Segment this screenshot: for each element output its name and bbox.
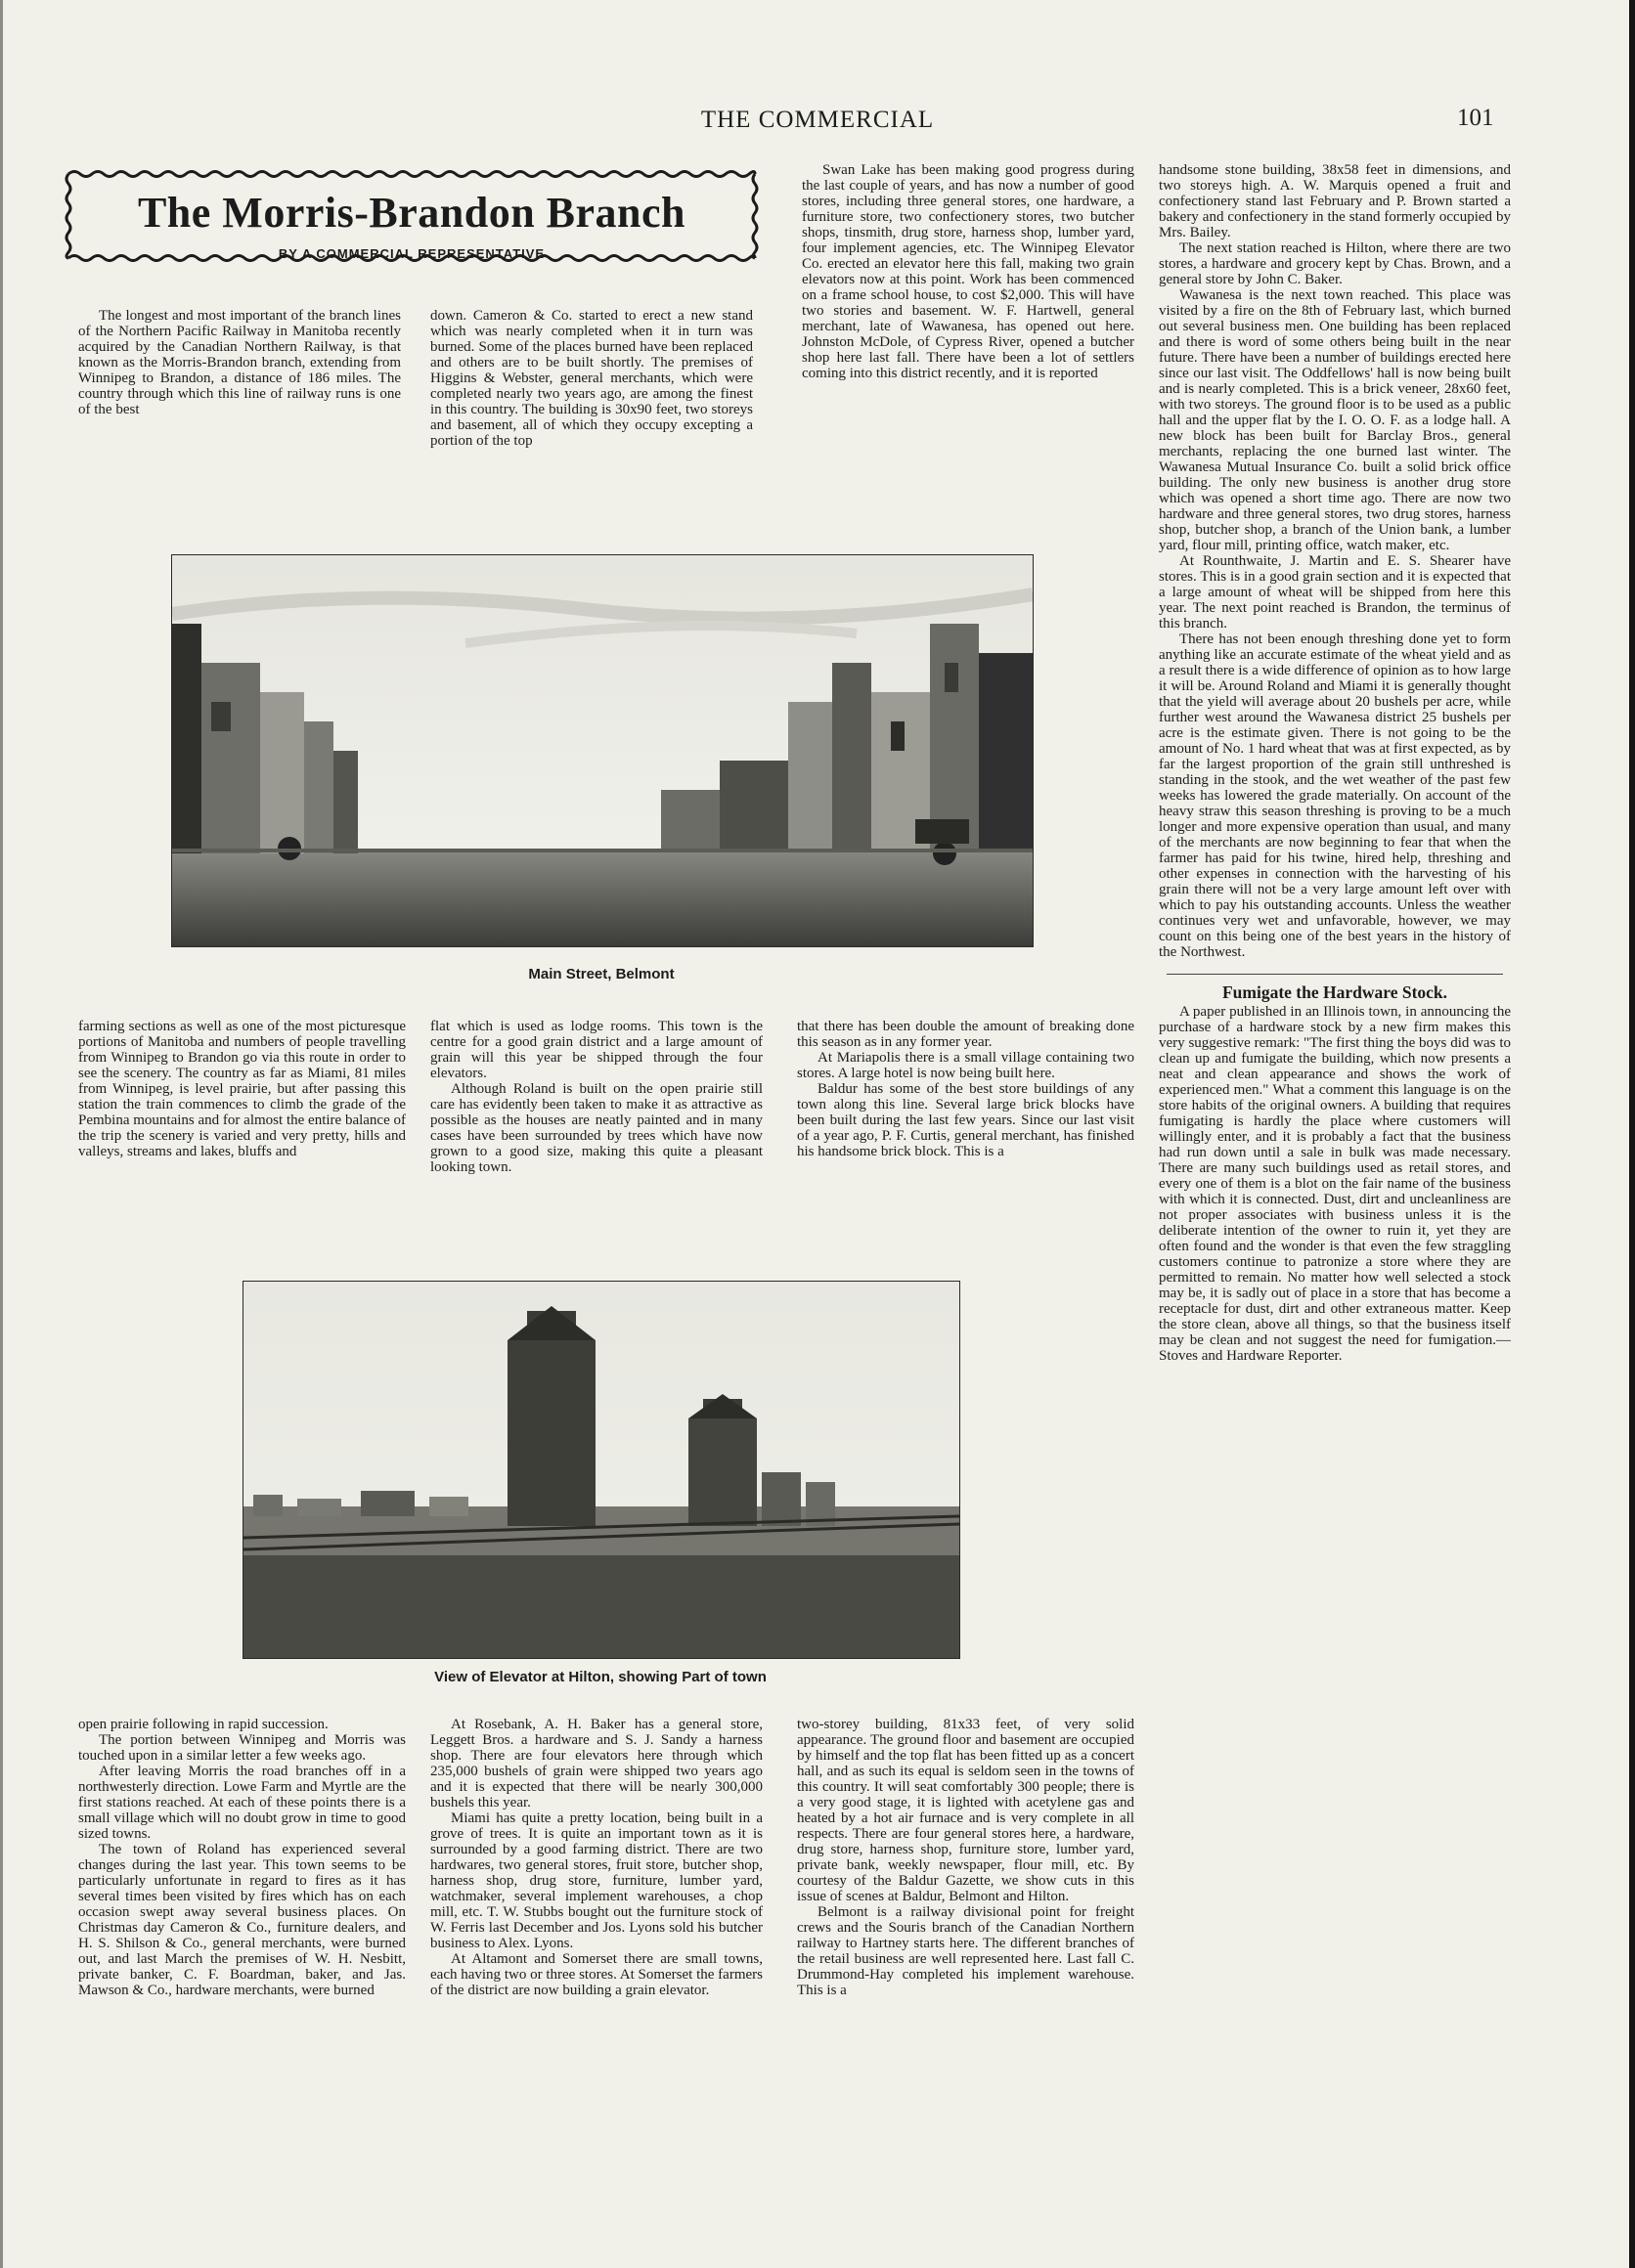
paragraph: handsome stone building, 38x58 feet in dimensions, and two storeys high. A. W. Marquis opened a fruit and confectionery stand last February and P. Brown started a bakery and confectionery in the stand formerly occupied by Mrs. Bailey. <box>1159 162 1511 240</box>
column-far-right <box>1159 162 1511 2264</box>
article-title-box <box>63 166 761 264</box>
paragraph: After leaving Morris the road branches off in a northwesterly direction. Lowe Farm and Myrtle are the first stations reached. At each of these points there is a small village which will no doubt grow in time to good sized towns. <box>78 1764 406 1842</box>
photo-elevator-hilton <box>243 1281 960 1659</box>
paragraph: There has not been enough threshing done yet to form anything like an accurate estimate of the wheat yield and as a result there is a wide difference of opinion as to how large it will be. Around Roland and Miami it is generally thought that the yield will average about 20 bushels per acre, while further west around the Wawanesa district 25 bushels per acre is the estimate given. There is not going to be the amount of No. 1 hard wheat that was at first expected, as by far the largest proportion of the grain still unthreshed is standing in the stook, and the wet weather of the past few weeks has lowered the grade materially. On account of the heavy straw this season threshing is proving to be a much longer and more expensive operation than usual, and many of the merchants are now beginning to fear that when the farmer has paid for his twine, hired help, threshing and other expenses in connection with the harvesting of his grain there will not be a very large amount left over with which to pay his outstanding accounts. Unless the weather continues very wet and unfavorable, however, we may count on this being one of the best years in the history of the Northwest. <box>1159 632 1511 960</box>
paragraph: The longest and most important of the branch lines of the Northern Pacific Railway in Manitoba recently acquired by the Canadian Northern Railway, is that known as the Morris-Brandon branch, extending from Winnipeg to Brandon, a distance of 186 miles. The country through which this line of railway runs is one of the best <box>78 308 401 417</box>
paragraph: At Rosebank, A. H. Baker has a general store, Leggett Bros. a hardware and S. J. Sandy a harness shop. There are four elevators here through which 235,000 bushels of grain were shipped two years ago and it is expected that there will be nearly 300,000 bushels this year. <box>430 1717 763 1810</box>
column-top-left <box>78 308 401 508</box>
page-number: 101 <box>1457 105 1494 131</box>
main-street-image <box>172 555 1033 946</box>
column-middle-left <box>78 1019 406 1243</box>
caption-elevator: View of Elevator at Hilton, showing Part of town <box>434 1669 767 1685</box>
paragraph: Although Roland is built on the open prairie still care has evidently been taken to make it as attractive as possible as the houses are neatly painted and in many cases have been surrounded by trees which have now grown to a good size, making this quite a pleasant looking town. <box>430 1081 763 1175</box>
paragraph: flat which is used as lodge rooms. This town is the centre for a good grain district and a large amount of grain will this year be shipped through the four elevators. <box>430 1019 763 1081</box>
column-top-middle <box>430 308 753 508</box>
sidebar-headline: Fumigate the Hardware Stock. <box>1221 982 1448 1002</box>
paragraph: two-storey building, 81x33 feet, of very solid appearance. The ground floor and basement are occupied by himself and the top flat has been fitted up as a concert hall, and as such its equal is seldom seen in the towns of this country. It will seat comfortably 300 people; there is a very good stage, it is lighted with acetylene gas and heated by a hot air furnace and is very complete in all respects. There are four general stores here, a hardware, drug store, harness shop, furniture store, lumber yard, private bank, weekly newspaper, flour mill, etc. By courtesy of the Baldur Gazette, we show cuts in this issue of scenes at Baldur, Belmont and Hilton. <box>797 1717 1134 1904</box>
column-bottom-right <box>797 1717 1134 2254</box>
column-middle-middle <box>430 1019 763 1243</box>
section-divider <box>1167 974 1503 975</box>
paragraph: Wawanesa is the next town reached. This place was visited by a fire on the 8th of February last, which burned out several business men. One building has been replaced and there is word of some others being built in the near future. There have been a number of buildings erected here since our last visit. The Oddfellows' hall is now being built and is nearly completed. This is a brick veneer, 28x60 feet, with two storeys. The ground floor is to be used as a public hall and the upper flat by the I. O. O. F. as a lodge hall. A new block has been built for Barclay Bros., general merchants, replacing the one burned last winter. The Wawanesa Mutual Insurance Co. built a solid brick office building. The only new business is another drug store which was opened a short time ago. There are now two hardware and three general stores, two drug stores, harness shop, butcher shop, a branch of the Union bank, a lumber yard, flour mill, printing office, watch maker, etc. <box>1159 287 1511 553</box>
paragraph: At Altamont and Somerset there are small towns, each having two or three stores. At Somerset the farmers of the district are now building a grain elevator. <box>430 1951 763 1998</box>
column-bottom-middle <box>430 1717 763 2254</box>
paragraph: The next station reached is Hilton, where there are two stores, a hardware and grocery kept by Chas. Brown, and a general store by John C. Baker. <box>1159 240 1511 287</box>
elevator-image <box>243 1282 959 1658</box>
paragraph: The portion between Winnipeg and Morris was touched upon in a similar letter a few weeks ago. <box>78 1732 406 1764</box>
paragraph: that there has been double the amount of breaking done this season as in any former year. <box>797 1019 1134 1050</box>
paragraph: At Rounthwaite, J. Martin and E. S. Shearer have stores. This is in a good grain section and it is expected that a large amount of wheat will be shipped from here this year. The next point reached is Brandon, the terminus of this branch. <box>1159 553 1511 632</box>
running-title: THE COMMERCIAL <box>700 107 935 133</box>
photo-main-street-belmont <box>171 554 1034 947</box>
paragraph: The town of Roland has experienced several changes during the last year. This town seems to be particularly unfortunate in regard to fires as it has several times been visited by fires which has on each occasion swept away several business places. On Christmas day Cameron & Co., furniture dealers, and H. S. Shilson & Co., general merchants, were burned out, and last March the premises of W. H. Nesbitt, private banker, C. F. Boardman, baker, and Jas. Mawson & Co., hardware merchants, were burned <box>78 1842 406 1998</box>
caption-main-street: Main Street, Belmont <box>528 966 675 982</box>
page-right-edge <box>1629 0 1635 2268</box>
article-headline: The Morris-Brandon Branch <box>137 189 686 237</box>
column-middle-right <box>797 1019 1134 1243</box>
article-byline: BY A COMMERCIAL REPRESENTATIVE <box>278 246 546 261</box>
page-left-edge <box>0 0 3 2268</box>
paragraph: Swan Lake has been making good progress during the last couple of years, and has now a number of good stores, including three general stores, one hardware, a furniture store, two confectionery stores, two butcher shops, tinsmith, drug store, harness shop, lumber yard, four implement agencies, etc. The Winnipeg Elevator Co. erected an elevator here this fall, making two grain elevators now at this point. Work has been commenced on a frame school house, to cost $2,000. This will have two stories and basement. W. F. Hartwell, general merchant, late of Wawanesa, has opened out here. Johnston McDole, of Cypress River, opened a butcher shop here last fall. There have been a lot of settlers coming into this district recently, and it is reported <box>802 162 1134 381</box>
paragraph: At Mariapolis there is a small village containing two stores. A large hotel is now being built here. <box>797 1050 1134 1081</box>
paragraph: farming sections as well as one of the most picturesque portions of Manitoba and numbers of people travelling from Winnipeg to Brandon go via this route in order to see the scenery. The country as far as Miami, 81 miles from Winnipeg, is level prairie, but after passing this station the train commences to climb the grade of the Pembina mountains and for almost the entire balance of the trip the scenery is varied and very pretty, hills and valleys, streams and lakes, bluffs and <box>78 1019 406 1159</box>
column-bottom-left <box>78 1717 406 2254</box>
column-top-right <box>802 162 1134 508</box>
paragraph: Miami has quite a pretty location, being built in a grove of trees. It is quite an important town as it is surrounded by a good farming district. There are two hardwares, two general stores, fruit store, butcher shop, harness shop, drug store, furniture, lumber yard, watchmaker, several implement warehouses, a chop mill, etc. T. W. Stubbs bought out the furniture stock of W. Ferris last December and Jos. Lyons sold his butcher business to Alex. Lyons. <box>430 1810 763 1951</box>
paragraph: Baldur has some of the best store buildings of any town along this line. Several large brick blocks have been built during the last few years. Since our last visit of a year ago, P. F. Curtis, general merchant, has finished his handsome brick block. This is a <box>797 1081 1134 1159</box>
paragraph: open prairie following in rapid succession. <box>78 1717 329 1732</box>
paragraph: down. Cameron & Co. started to erect a new stand which was nearly completed when it in turn was burned. Some of the places burned have been replaced and others are to be built shortly. The premises of Higgins & Webster, general merchants, which were completed nearly two years ago, are among the finest in this country. The building is 30x90 feet, two storeys and basement, all of which they occupy excepting a portion of the top <box>430 308 753 449</box>
paragraph: Belmont is a railway divisional point for freight crews and the Souris branch of the Canadian Northern railway to Hartney starts here. The different branches of the retail business are well represented here. Last fall C. Drummond-Hay completed his implement warehouse. This is a <box>797 1904 1134 1998</box>
paragraph: A paper published in an Illinois town, in announcing the purchase of a hardware stock by a new firm makes this very suggestive remark: "The first thing the boys did was to clean up and fumigate the building, which now presents a neat and clean appearance and shows the work of experienced men." What a comment this language is on the store habits of the original owners. A building that requires fumigating is hardly the place where customers will willingly enter, and it is probably a fact that the business had run down until a sale in bulk was made necessary. There are many such buildings used as retail stores, and every one of them is a blot on the fair name of the business with which it is connected. Dust, dirt and uncleanliness are not proper associates with business unless it is the deliberate intention of the owner to ruin it, yet they are often found and the wonder is that even the few straggling customers continue to patronize a store where they are permitted to remain. No matter how well selected a stock may be, it is sadly out of place in a store that has become a receptacle for dust, dirt and other extraneous matter. Keep the store clean, above all things, so that the business itself may be clean and not suggest the need for fumigation.—Stoves and Hardware Reporter. <box>1159 1004 1511 1364</box>
